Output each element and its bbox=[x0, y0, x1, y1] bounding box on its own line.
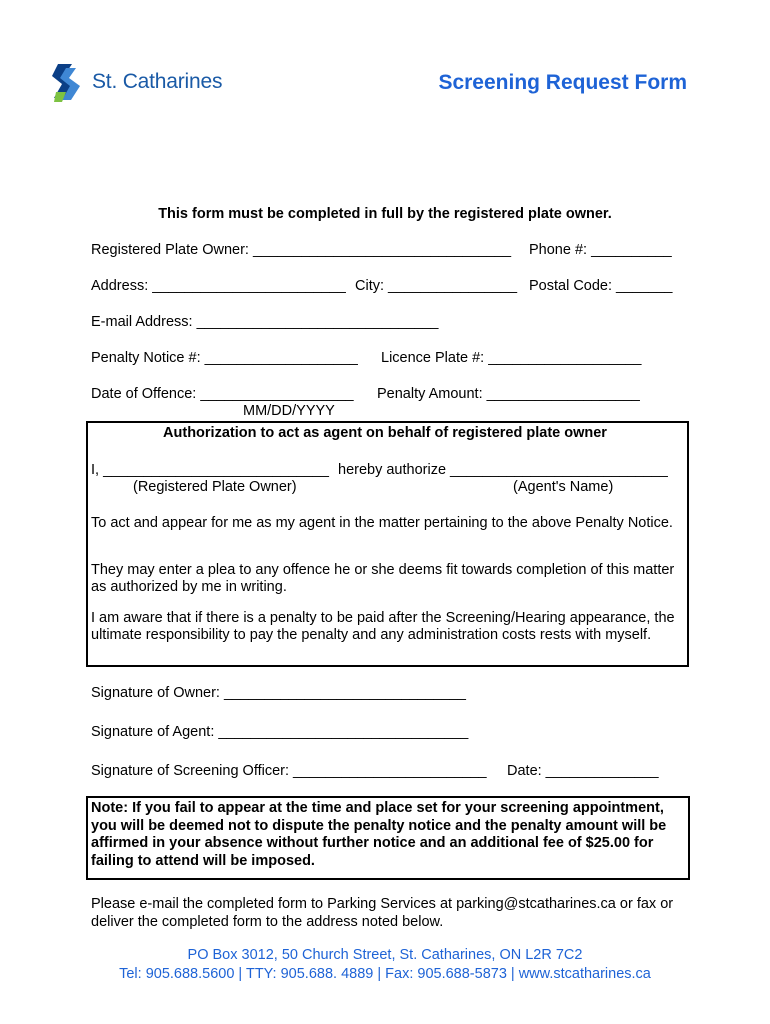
penalty-notice-field[interactable]: Penalty Notice #: ___________________ bbox=[91, 350, 358, 366]
agent-signature-field[interactable]: Signature of Agent: _______________________________ bbox=[91, 724, 469, 740]
agent-name-field[interactable]: hereby authorize ___________________________ bbox=[338, 462, 668, 478]
agent-caption: (Agent's Name) bbox=[513, 479, 614, 495]
authorization-paragraph-1: To act and appear for me as my agent in the matter pertaining to the above Penalty Notice. bbox=[91, 515, 673, 531]
signature-date-field[interactable]: Date: ______________ bbox=[507, 763, 659, 779]
plate-owner-field[interactable]: Registered Plate Owner: ________________________________ bbox=[91, 242, 512, 258]
footer-address: PO Box 3012, 50 Church Street, St. Catharines, ON L2R 7C2 bbox=[187, 947, 583, 963]
phone-field[interactable]: Phone #: __________ bbox=[529, 242, 672, 258]
authorization-paragraph-2: They may enter a plea to any offence he or she deems fit towards completion of this matter as authorized by me in writing. bbox=[91, 562, 675, 595]
authorization-paragraph-3: I am aware that if there is a penalty to be paid after the Screening/Hearing appearance, the ultimate responsibility to pay the penalty and any administration costs rests with myself. bbox=[91, 610, 675, 643]
date-format-hint: MM/DD/YYYY bbox=[243, 403, 335, 419]
date-of-offence-field[interactable]: Date of Offence: ___________________ bbox=[91, 386, 354, 402]
penalty-amount-field[interactable]: Penalty Amount: ___________________ bbox=[377, 386, 640, 402]
footer-contact: Tel: 905.688.5600 | TTY: 905.688. 4889 | Fax: 905.688-5873 | www.stcatharines.ca bbox=[119, 966, 651, 982]
address-field[interactable]: Address: ________________________ bbox=[91, 278, 346, 294]
city-logo bbox=[52, 62, 232, 106]
licence-plate-field[interactable]: Licence Plate #: ___________________ bbox=[381, 350, 642, 366]
owner-caption: (Registered Plate Owner) bbox=[133, 479, 297, 495]
email-field[interactable]: E-mail Address: ______________________________ bbox=[91, 314, 439, 330]
instructions-text: Please e-mail the completed form to Parking Services at parking@stcatharines.ca or fax or deliver the completed form to the address noted below. bbox=[91, 896, 674, 930]
form-title: Screening Request Form bbox=[438, 71, 687, 94]
owner-signature-field[interactable]: Signature of Owner: ______________________________ bbox=[91, 685, 466, 701]
logo-text: St. Catharines bbox=[92, 70, 223, 93]
intro-text: This form must be completed in full by the registered plate owner. bbox=[158, 206, 612, 222]
officer-signature-field[interactable]: Signature of Screening Officer: ________________________ bbox=[91, 763, 487, 779]
postal-code-field[interactable]: Postal Code: _______ bbox=[529, 278, 673, 294]
owner-name-field[interactable]: I, ____________________________ bbox=[91, 462, 329, 478]
stcatharines-logo-icon bbox=[52, 62, 92, 106]
authorization-title: Authorization to act as agent on behalf of registered plate owner bbox=[163, 425, 607, 441]
city-field[interactable]: City: ________________ bbox=[355, 278, 518, 294]
note-text: Note: If you fail to appear at the time and place set for your screening appointment, you will be deemed not to dispute the penalty notice and the penalty amount will be affirmed in your absence without further notice and an additional fee of $25.00 for failing to attend will be imposed. bbox=[91, 800, 667, 869]
